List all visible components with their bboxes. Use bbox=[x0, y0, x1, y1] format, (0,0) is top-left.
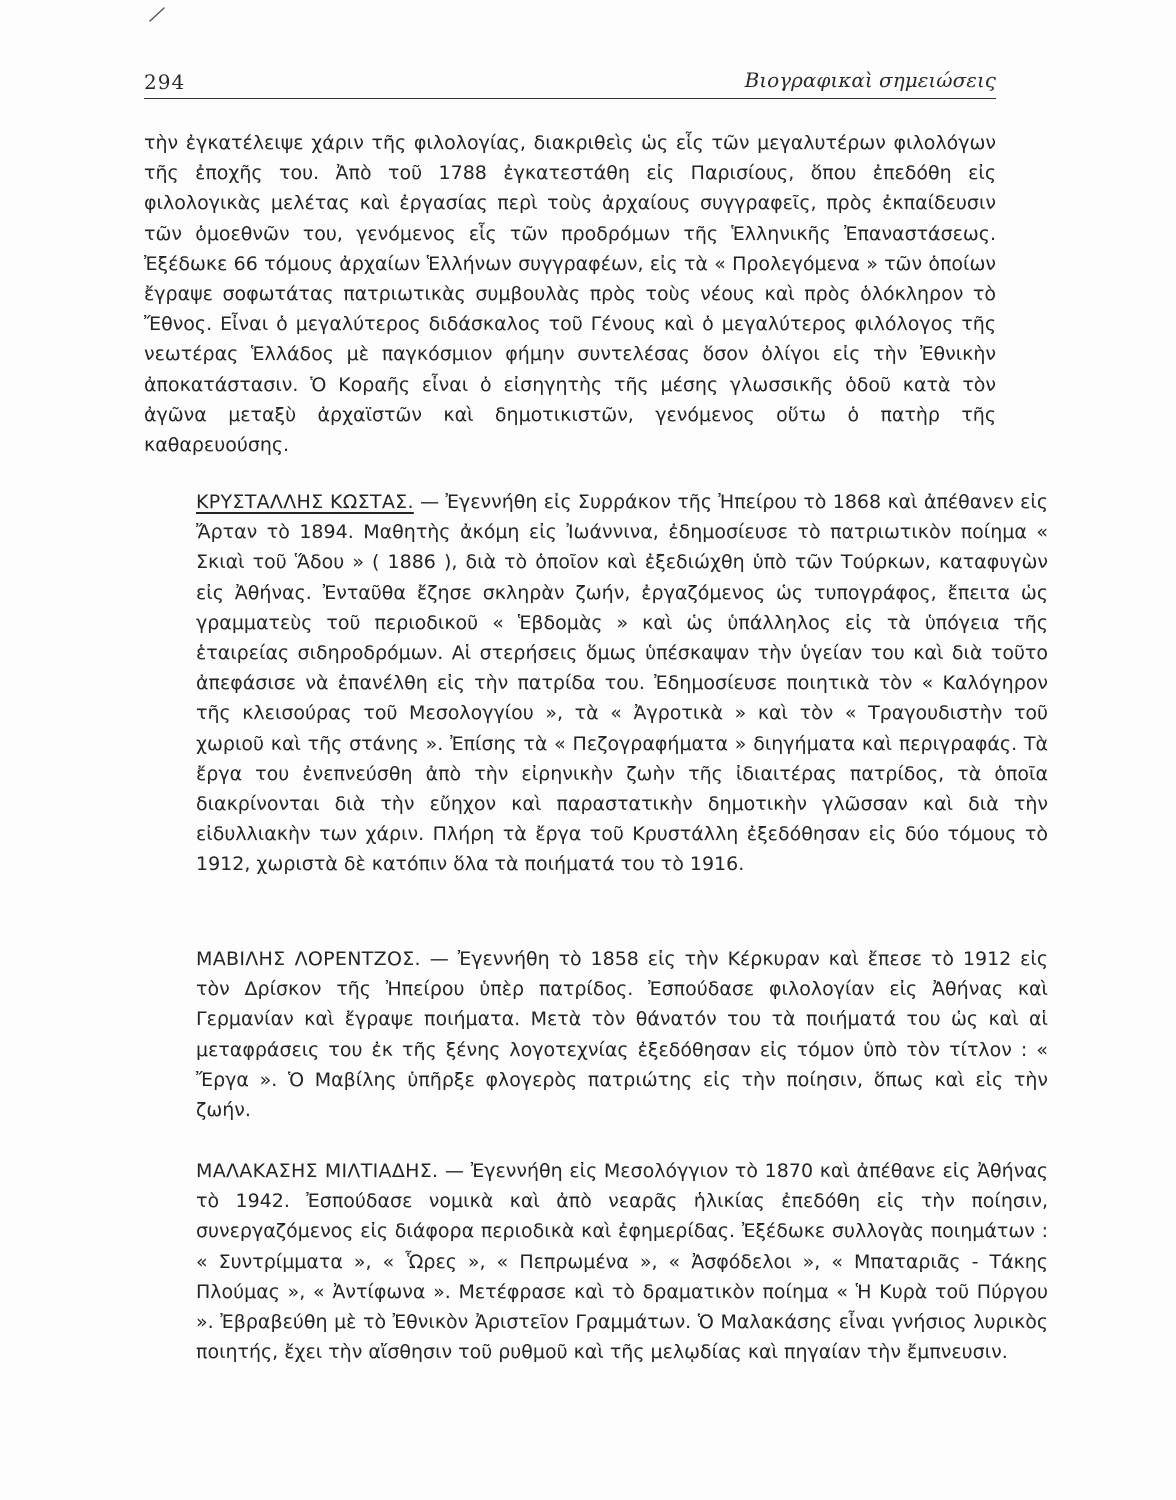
entry-mavilis bbox=[144, 944, 1048, 1125]
entry-text-krystallis: — Ἐγεννήθη εἰς Συρράκον τῆς Ἠπείρου τὸ 1868 καὶ ἀπέθανεν εἰς Ἄρταν τὸ 1894. Μαθητὴς ἀκόμη εἰς Ἰωάννινα, ἐδημοσίευσε τὸ πατριωτικὸν ποίημα « Σκιαὶ τοῦ Ἅδου » ( 1886 ), διὰ τὸ ὁποῖον καὶ ἐξεδιώχθη ὑπὸ τῶν Τούρκων, καταφυγὼν εἰς Ἀθήνας. Ἐνταῦθα ἔζησε σκληρὰν ζωήν, ἐργαζόμενος ὡς τυπογράφος, ἔπειτα ὡς γραμματεὺς τοῦ περιοδικοῦ « Ἑβδομὰς » καὶ ὡς ὑπάλληλος εἰς τὰ ὑπόγεια τῆς ἑταιρείας σιδηροδρόμων. Αἱ στερήσεις ὅμως ὑπέσκαψαν τὴν ὑγείαν του καὶ διὰ τοῦτο ἀπεφάσισε νὰ ἐπανέλθη εἰς τὴν πατρίδα του. Ἐδημοσίευσε ποιητικὰ τὸν « Καλόγηρον τῆς κλεισούρας τοῦ Μεσολογγίου », τὰ « Ἀγροτικὰ » καὶ τὸν « Τραγουδιστὴν τοῦ χωριοῦ καὶ τῆς στάνης ». Ἐπίσης τὰ « Πεζογραφήματα » διηγήματα καὶ περιγραφάς. Τὰ ἔργα του ἐνεπνεύσθη ἀπὸ τὴν εἰρηνικὴν ζωὴν τῆς ἰδιαιτέρας πατρίδος, τὰ ὁποῖα διακρίνονται διὰ τὴν εὔηχον καὶ παραστατικὴν δημοτικὴν γλῶσσαν καὶ διὰ τὴν εἰδυλλιακὴν των χάριν. Πλήρη τὰ ἔργα τοῦ Κρυστάλλη ἐξεδόθησαν εἰς δύο τόμους τὸ 1912, χωριστὰ δὲ κατόπιν ὅλα τὰ ποιήματά του τὸ 1916. bbox=[196, 491, 1048, 876]
page-header bbox=[144, 66, 996, 99]
entry-text-malakasis: — Ἐγεννήθη εἰς Μεσολόγγιον τὸ 1870 καὶ ἀπέθανε εἰς Ἀθήνας τὸ 1942. Ἐσπούδασε νομικὰ καὶ ἀπὸ νεαρᾶς ἡλικίας ἐπεδόθη εἰς τὴν ποίησιν, συνεργαζόμενος εἰς διάφορα περιοδικὰ καὶ ἐφημερίδας. Ἐξέδωκε συλλογὰς ποιημάτων : « Συντρίμματα », « Ὧρες », « Πεπρωμένα », « Ἀσφόδελοι », « Μπαταριᾶς - Τάκης Πλούμας », « Ἀντίφωνα ». Μετέφρασε καὶ τὸ δραματικὸν ποίημα « Ἡ Κυρὰ τοῦ Πύργου ». Ἐβραβεύθη μὲ τὸ Ἐθνικὸν Ἀριστεῖον Γραμμάτων. Ὁ Μαλακάσης εἶναι γνήσιος λυρικὸς ποιητής, ἔχει τὴν αἴσθησιν τοῦ ρυθμοῦ καὶ τῆς μελῳδίας καὶ πηγαίαν τὴν ἔμπνευσιν. bbox=[196, 1160, 1048, 1364]
entry-name-malakasis: ΜΑΛΑΚΑΣΗΣ ΜΙΛΤΙΑΔΗΣ. bbox=[196, 1160, 439, 1182]
paragraph-text: τὴν ἐγκατέλειψε χάριν τῆς φιλολογίας, διακριθεὶς ὡς εἷς τῶν μεγαλυτέρων φιλολόγων τῆς ἐποχῆς του. Ἀπὸ τοῦ 1788 ἐγκατεστάθη εἰς Παρισίους, ὅπου ἐπεδόθη εἰς φιλολογικὰς μελέτας καὶ ἐργασίας περὶ τοὺς ἀρχαίους συγγραφεῖς, πρὸς ἐκπαίδευσιν τῶν ὁμοεθνῶν του, γενόμενος εἷς τῶν προδρόμων τῆς Ἑλληνικῆς Ἐπαναστάσεως. Ἐξέδωκε 66 τόμους ἀρχαίων Ἑλλήνων συγγραφέων, εἰς τὰ « Προλεγόμενα » τῶν ὁποίων ἔγραψε σοφωτάτας πατριωτικὰς συμβουλὰς πρὸς τοὺς νέους καὶ πρὸς ὁλόκληρον τὸ Ἔθνος. Εἶναι ὁ μεγαλύτερος διδάσκαλος τοῦ Γένους καὶ ὁ μεγαλύτερος φιλόλογος τῆς νεωτέρας Ἑλλάδος μὲ παγκόσμιον φήμην συντελέσας ὅσον ὀλίγοι εἰς τὴν Ἐθνικὴν ἀποκατάστασιν. Ὁ Κοραῆς εἶναι ὁ εἰσηγητὴς τῆς μέσης γλωσσικῆς ὁδοῦ κατὰ τὸν ἀγῶνα μεταξὺ ἀρχαϊστῶν καὶ δημοτικιστῶν, γενόμενος οὕτω ὁ πατὴρ τῆς καθαρευούσης. bbox=[144, 132, 996, 457]
entry-name-mavilis: ΜΑΒΙΛΗΣ ΛΟΡΕΝΤΖΟΣ. bbox=[196, 948, 421, 970]
entry-malakasis bbox=[144, 1156, 1048, 1367]
pen-stroke-mark-icon bbox=[148, 6, 166, 22]
entry-name-krystallis: ΚΡΥΣΤΑΛΛΗΣ ΚΩΣΤΑΣ. bbox=[196, 491, 414, 513]
running-title: Βιογραφικαὶ σημειώσεις bbox=[744, 68, 996, 92]
entry-text-mavilis: — Ἐγεννήθη τὸ 1858 εἰς τὴν Κέρκυραν καὶ ἔπεσε τὸ 1912 εἰς τὸν Δρίσκον τῆς Ἠπείρου ὑπὲρ πατρίδος. Ἐσπούδασε φιλολογίαν εἰς Ἀθήνας καὶ Γερμανίαν καὶ ἔγραψε ποιήματα. Μετὰ τὸν θάνατόν του τὰ ποιήματά του ὡς καὶ αἱ μεταφράσεις του ἐκ τῆς ξένης λογοτεχνίας ἐξεδόθησαν εἰς τόμον ὑπὸ τὸν τίτλον : « Ἔργα ». Ὁ Μαβίλης ὑπῆρξε φλογερὸς πατριώτης εἰς τὴν ποίησιν, ὅπως καὶ εἰς τὴν ζωήν. bbox=[196, 948, 1049, 1122]
paragraph-korais-continuation bbox=[144, 128, 996, 460]
entry-krystallis bbox=[144, 487, 1048, 880]
page-number: 294 bbox=[144, 70, 186, 94]
